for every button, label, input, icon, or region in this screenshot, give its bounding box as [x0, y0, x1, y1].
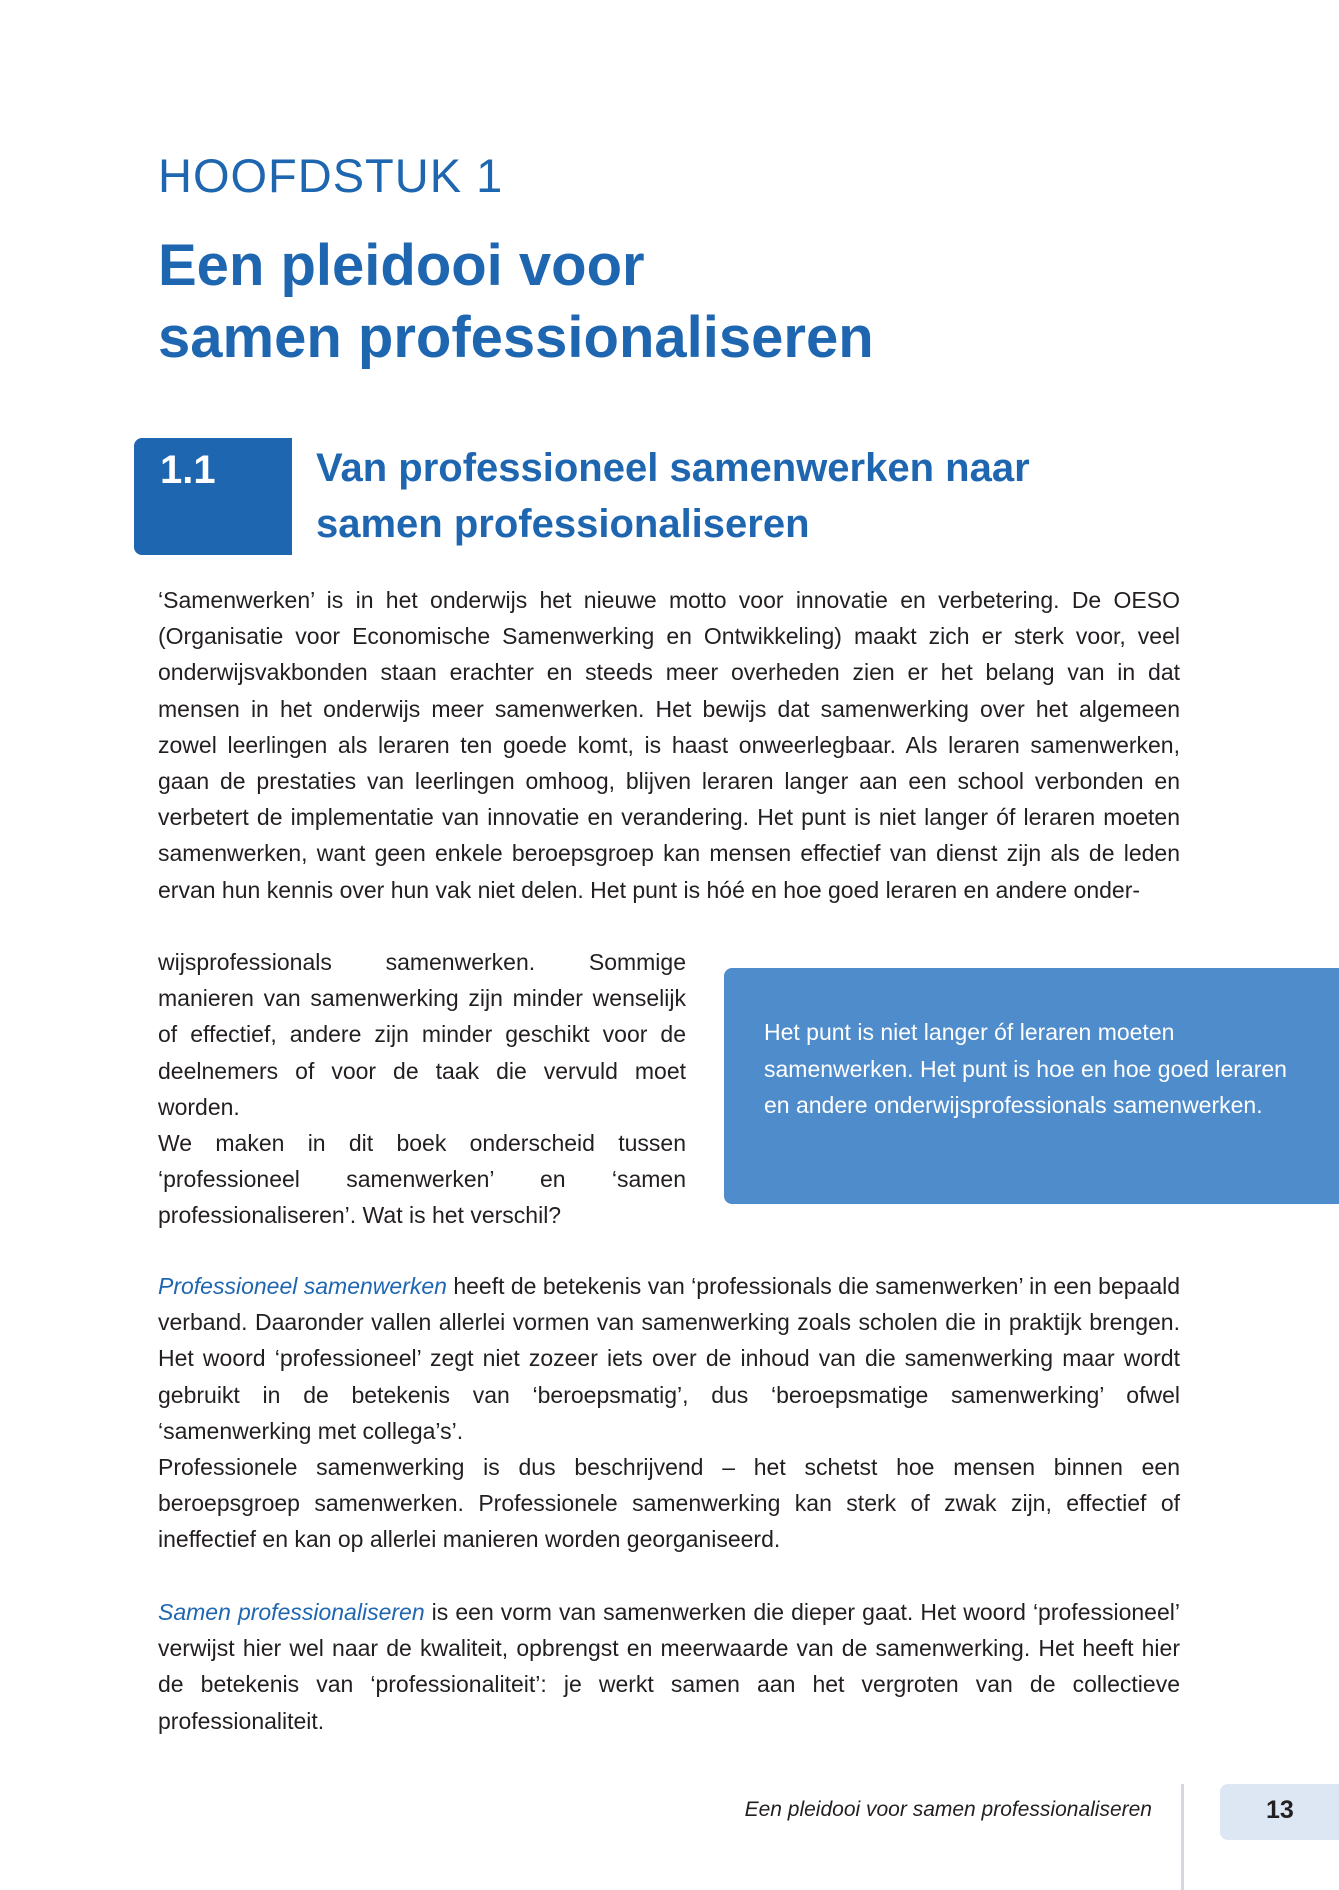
chapter-title [158, 230, 874, 374]
chapter-label: HOOFDSTUK 1 [158, 149, 504, 202]
running-title: Een pleidooi voor samen professionaliseren [744, 1798, 1152, 1821]
chapter-title-line-2: samen professionaliseren [158, 305, 874, 370]
paragraph-2-text: heeft de betekenis van ‘professionals die samenwerken’ in een bepaald verband. Daaronder vallen allerlei vormen van samenwerking zoals scholen die in praktijk brengen. Het woord ‘professioneel’ zegt niet zozeer iets over de inhoud van die samenwerking maar wordt gebruikt in de betekenis van ‘beroepsmatig’, dus ‘beroepsmatige samenwerking’ ofwel ‘samenwerking met collega’s’. [158, 1273, 1181, 1444]
narrow-paragraph-2: We maken in dit boek onderscheid tussen ‘professioneel samenwerken’ en ‘samen professionaliseren’. Wat is het verschil? [158, 1130, 686, 1229]
narrow-text-column [158, 944, 686, 1234]
paragraph-3-text: is een vorm van samenwerken die dieper gaat. Het woord ‘professioneel’ verwijst hier wel naar de kwaliteit, opbrengst en meerwaarde van de samenwerking. Het heeft hier de betekenis van ‘professionaliteit’: je werkt samen aan het vergroten van de collectieve professionaliteit. [158, 1599, 1180, 1734]
paragraph-3 [158, 1594, 1180, 1739]
section-title-line-2: samen professionaliseren [316, 502, 810, 546]
paragraph-2-part-2: Professionele samenwerking is dus beschrijvend – het schetst hoe mensen binnen een beroepsgroep samenwerken. Professionele samenwerking kan sterk of zwak zijn, effectief of ineffectief en kan op allerlei manieren worden georganiseerd. [158, 1454, 1180, 1553]
section-number: 1.1 [160, 448, 216, 492]
page-number: 13 [1266, 1796, 1294, 1824]
paragraph-samen-professionaliseren [158, 1594, 1180, 1739]
intro-paragraph-block [158, 582, 1180, 908]
term-samen-professionaliseren: Samen professionaliseren [158, 1599, 425, 1625]
chapter-title-line-1: Een pleidooi voor [158, 233, 645, 298]
intro-paragraph: ‘Samenwerken’ is in het onderwijs het nieuwe motto voor innovatie en verbetering. De OESO (Organisatie voor Economische Samenwerking en Ontwikkeling) maakt zich er sterk voor, veel onderwijsvakbonden staan erachter en steeds meer overheden zien er het belang van in dat mensen in het onderwijs meer samenwerken. Het bewijs dat samenwerking over het algemeen zowel leerlingen als leraren ten goede komt, is haast onweerlegbaar. Als leraren samenwerken, gaan de prestaties van leerlingen omhoog, blijven leraren langer aan een school verbonden en verbetert de implementatie van innovatie en verandering. Het punt is niet langer óf leraren moeten samenwerken, want geen enkele beroepsgroep kan mensen effectief van dienst zijn als de leden ervan hun kennis over hun vak niet delen. Het punt is hóé en hoe goed leraren en andere onder- [158, 587, 1180, 903]
paragraph-professioneel-samenwerken [158, 1268, 1180, 1558]
term-professioneel-samenwerken: Professioneel samenwerken [158, 1273, 447, 1299]
paragraph-2-part-1 [158, 1268, 1180, 1449]
section-title-line-1: Van professioneel samenwerken naar [316, 446, 1030, 490]
page-number-tab [1220, 1784, 1339, 1840]
pull-quote-text: Het punt is niet langer óf leraren moeten samenwerken. Het punt is hoe en hoe goed leraren en andere onderwijsprofessionals samenwerken. [764, 1019, 1287, 1118]
footer-divider [1181, 1784, 1184, 1890]
section-number-block [134, 438, 292, 555]
pull-quote-box [724, 968, 1339, 1204]
narrow-paragraph-1: wijsprofessionals samenwerken. Sommige manieren van samenwerking zijn minder wenselijk of effectief, andere zijn minder geschikt voor de deelnemers of voor de taak die vervuld moet worden. [158, 949, 686, 1120]
section-title [316, 440, 1030, 552]
